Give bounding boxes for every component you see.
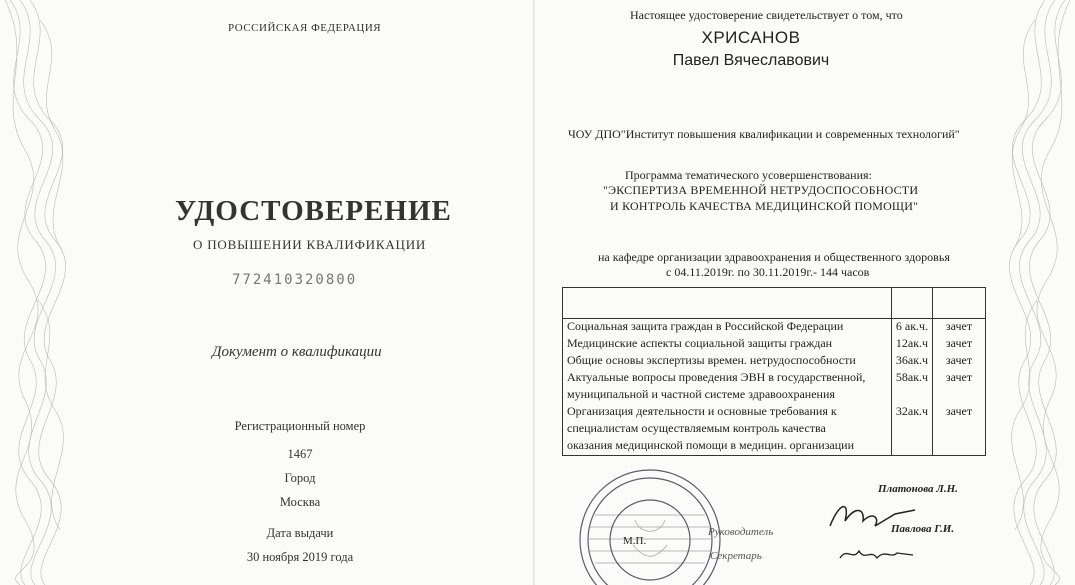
course-result: зачет — [945, 353, 973, 367]
seal-place-label: М.П. — [623, 535, 647, 547]
training-period: с 04.11.2019г. по 30.11.2019г.- 144 часов — [666, 265, 870, 279]
city-label: Город — [284, 471, 316, 485]
course-name-line: Организация деятельности и основные требования к — [567, 404, 837, 418]
course-name-line: оказания медицинской помощи в медицин. организации — [567, 438, 855, 452]
certify-statement: Настоящее удостоверение свидетельствует о том, что — [630, 8, 903, 22]
program-title-line-1: "ЭКСПЕРТИЗА ВРЕМЕННОЙ НЕТРУДОСПОСОБНОСТИ — [603, 183, 919, 197]
guilloche-border-right — [1000, 0, 1075, 585]
course-name-line: муниципальной и частной системе здравоохранения — [567, 387, 835, 401]
certificate-right-page — [535, 0, 1075, 585]
course-results-column — [933, 319, 986, 456]
course-result: зачет — [945, 370, 973, 384]
registration-number-label: Регистрационный номер — [234, 419, 366, 433]
courses-table — [562, 287, 986, 456]
course-hours: 58ак.ч — [895, 370, 929, 384]
course-hours: 6 ак.ч. — [895, 319, 929, 333]
official-seal — [575, 465, 725, 585]
department-text: на кафедре организации здравоохранения и общественного здоровья — [598, 250, 950, 264]
course-hours: 36ак.ч — [895, 353, 929, 367]
course-names-column — [563, 319, 892, 456]
courses-table-header-row — [563, 288, 986, 319]
course-name-line: Актуальные вопросы проведения ЭВН в государственной, — [567, 370, 866, 384]
institution-name: ЧОУ ДПО"Институт повышения квалификации и современных технологий" — [568, 127, 960, 141]
course-name-line: специалистам осуществляемым контроль качества — [567, 421, 826, 435]
registration-number-value: 1467 — [287, 447, 313, 461]
course-name-line: Медицинские аспекты социальной защиты граждан — [567, 336, 833, 350]
header-cell-name — [563, 288, 892, 319]
country-heading: РОССИЙСКАЯ ФЕДЕРАЦИЯ — [228, 22, 382, 34]
course-result: зачет — [945, 336, 973, 350]
course-name-line: Общие основы экспертизы времен. нетрудоспособности — [567, 353, 856, 367]
header-cell-result — [933, 288, 986, 319]
signatory-secretary-name: Павлова Г.И. — [891, 523, 955, 535]
certificate-left-page — [0, 0, 535, 585]
course-result: зачет — [945, 319, 973, 333]
head-label: Руководитель — [708, 526, 774, 538]
document-subtitle: О ПОВЫШЕНИИ КВАЛИФИКАЦИИ — [193, 237, 427, 252]
certificate-number: 772410320800 — [232, 272, 358, 288]
secretary-label: Секретарь — [710, 550, 762, 562]
holder-given-names: Павел Вячеславович — [672, 52, 830, 69]
program-label: Программа тематического усовершенствования: — [625, 168, 872, 182]
program-title-line-2: И КОНТРОЛЬ КАЧЕСТВА МЕДИЦИНСКОЙ ПОМОЩИ" — [610, 199, 919, 213]
courses-table-body-row — [563, 319, 986, 456]
holder-surname: ХРИСАНОВ — [701, 28, 801, 47]
course-hours: 12ак.ч — [895, 336, 929, 350]
signature-secretary — [835, 543, 915, 565]
city-value: Москва — [279, 495, 321, 509]
issue-date-value: 30 ноября 2019 года — [246, 550, 354, 564]
signatory-head-name: Платонова Л.Н. — [878, 483, 958, 495]
header-cell-hours — [892, 288, 933, 319]
document-title: УДОСТОВЕРЕНИЕ — [175, 195, 452, 227]
course-hours: 32ак.ч — [895, 404, 929, 418]
issue-date-label: Дата выдачи — [266, 526, 334, 540]
guilloche-border-left — [0, 0, 75, 585]
course-result: зачет — [945, 404, 973, 418]
document-kind: Документ о квалификации — [212, 344, 382, 360]
course-name-line: Социальная защита граждан в Российской Федерации — [567, 319, 844, 333]
course-hours-column — [892, 319, 933, 456]
